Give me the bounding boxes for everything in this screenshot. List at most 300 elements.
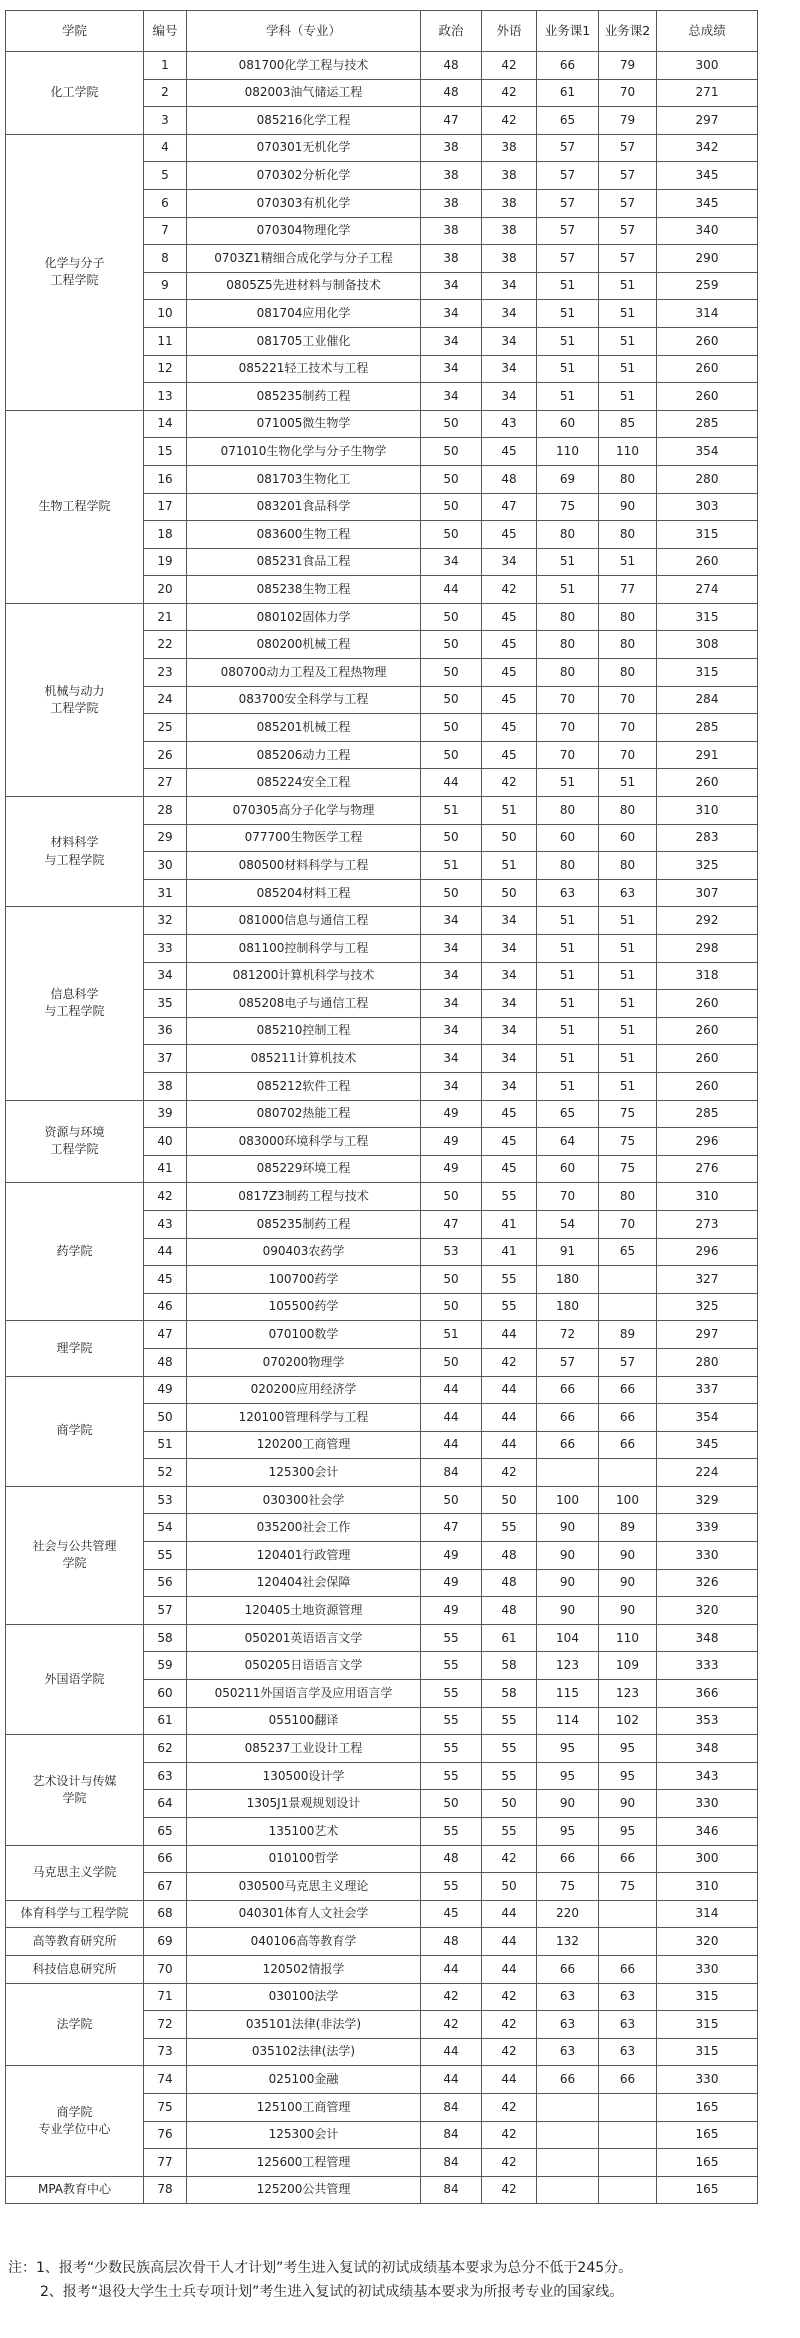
course-2-cell: 70 [599, 686, 657, 714]
major-cell: 070302分析化学 [187, 162, 421, 190]
foreign-language-cell: 34 [482, 907, 537, 935]
number-cell: 22 [144, 631, 187, 659]
course-1-cell: 90 [537, 1514, 599, 1542]
number-cell: 70 [144, 1955, 187, 1983]
total-score-cell: 339 [657, 1514, 758, 1542]
foreign-language-cell: 34 [482, 1045, 537, 1073]
course-2-cell: 51 [599, 990, 657, 1018]
major-cell: 085201机械工程 [187, 714, 421, 742]
politics-cell: 55 [421, 1735, 482, 1763]
foreign-language-cell: 45 [482, 1128, 537, 1156]
foreign-language-cell: 45 [482, 1155, 537, 1183]
college-cell: 科技信息研究所 [6, 1955, 144, 1983]
major-cell: 035102法律(法学) [187, 2038, 421, 2066]
politics-cell: 48 [421, 1928, 482, 1956]
course-2-cell: 51 [599, 769, 657, 797]
major-cell: 050205日语语言文学 [187, 1652, 421, 1680]
course-1-cell: 51 [537, 383, 599, 411]
foreign-language-cell: 34 [482, 962, 537, 990]
course-2-cell [599, 1293, 657, 1321]
major-cell: 081703生物化工 [187, 465, 421, 493]
number-cell: 61 [144, 1707, 187, 1735]
total-score-cell: 318 [657, 962, 758, 990]
course-1-cell: 90 [537, 1569, 599, 1597]
number-cell: 56 [144, 1569, 187, 1597]
politics-cell: 50 [421, 521, 482, 549]
major-cell: 010100哲学 [187, 1845, 421, 1873]
politics-cell: 50 [421, 686, 482, 714]
major-cell: 081200计算机科学与技术 [187, 962, 421, 990]
foreign-language-cell: 55 [482, 1818, 537, 1846]
table-row [6, 52, 758, 80]
major-cell: 085204材料工程 [187, 879, 421, 907]
major-cell: 120401行政管理 [187, 1542, 421, 1570]
major-cell: 081100控制科学与工程 [187, 935, 421, 963]
course-1-cell: 66 [537, 1845, 599, 1873]
total-score-cell: 345 [657, 189, 758, 217]
total-score-cell: 291 [657, 741, 758, 769]
major-cell: 085229环境工程 [187, 1155, 421, 1183]
course-1-cell: 51 [537, 990, 599, 1018]
college-cell: 法学院 [6, 1983, 144, 2066]
number-cell: 13 [144, 383, 187, 411]
foreign-language-cell: 55 [482, 1707, 537, 1735]
course-1-cell: 65 [537, 1100, 599, 1128]
politics-cell: 50 [421, 824, 482, 852]
politics-cell: 48 [421, 79, 482, 107]
foreign-language-cell: 34 [482, 327, 537, 355]
total-score-cell: 259 [657, 272, 758, 300]
major-cell: 071005微生物学 [187, 410, 421, 438]
politics-cell: 51 [421, 852, 482, 880]
number-cell: 47 [144, 1321, 187, 1349]
number-cell: 73 [144, 2038, 187, 2066]
number-cell: 30 [144, 852, 187, 880]
politics-cell: 84 [421, 2121, 482, 2149]
college-cell: 机械与动力 工程学院 [6, 603, 144, 796]
major-cell: 125600工程管理 [187, 2149, 421, 2177]
college-cell: 生物工程学院 [6, 410, 144, 603]
number-cell: 49 [144, 1376, 187, 1404]
foreign-language-cell: 55 [482, 1183, 537, 1211]
number-cell: 60 [144, 1680, 187, 1708]
table-row [6, 907, 758, 935]
foreign-language-cell: 45 [482, 603, 537, 631]
college-cell: 药学院 [6, 1183, 144, 1321]
foreign-language-cell: 50 [482, 824, 537, 852]
course-2-cell [599, 1928, 657, 1956]
foreign-language-cell: 61 [482, 1624, 537, 1652]
course-2-cell: 63 [599, 1983, 657, 2011]
politics-cell: 50 [421, 659, 482, 687]
foreign-language-cell: 38 [482, 189, 537, 217]
number-cell: 18 [144, 521, 187, 549]
foreign-language-cell: 55 [482, 1514, 537, 1542]
course-2-cell [599, 2149, 657, 2177]
course-1-cell: 90 [537, 1790, 599, 1818]
major-cell: 070303有机化学 [187, 189, 421, 217]
course-1-cell: 66 [537, 1376, 599, 1404]
course-1-cell: 104 [537, 1624, 599, 1652]
foreign-language-cell: 55 [482, 1762, 537, 1790]
college-cell: 体育科学与工程学院 [6, 1900, 144, 1928]
total-score-cell: 333 [657, 1652, 758, 1680]
foreign-language-cell: 48 [482, 1569, 537, 1597]
number-cell: 17 [144, 493, 187, 521]
header-number: 编号 [144, 11, 187, 52]
total-score-cell: 274 [657, 576, 758, 604]
politics-cell: 50 [421, 1266, 482, 1294]
course-1-cell: 80 [537, 603, 599, 631]
course-2-cell: 75 [599, 1155, 657, 1183]
politics-cell: 34 [421, 355, 482, 383]
course-2-cell: 63 [599, 879, 657, 907]
politics-cell: 42 [421, 2011, 482, 2039]
number-cell: 71 [144, 1983, 187, 2011]
foreign-language-cell: 45 [482, 741, 537, 769]
foreign-language-cell: 42 [482, 2011, 537, 2039]
college-cell: 马克思主义学院 [6, 1845, 144, 1900]
major-cell: 050201英语语言文学 [187, 1624, 421, 1652]
foreign-language-cell: 42 [482, 769, 537, 797]
number-cell: 58 [144, 1624, 187, 1652]
course-2-cell: 60 [599, 824, 657, 852]
foreign-language-cell: 42 [482, 2093, 537, 2121]
number-cell: 1 [144, 52, 187, 80]
course-2-cell: 66 [599, 1845, 657, 1873]
foreign-language-cell: 50 [482, 1790, 537, 1818]
major-cell: 120405土地资源管理 [187, 1597, 421, 1625]
header-major: 学科（专业） [187, 11, 421, 52]
major-cell: 100700药学 [187, 1266, 421, 1294]
total-score-cell: 330 [657, 1955, 758, 1983]
course-2-cell: 90 [599, 1542, 657, 1570]
total-score-cell: 271 [657, 79, 758, 107]
total-score-cell: 340 [657, 217, 758, 245]
course-1-cell: 80 [537, 852, 599, 880]
major-cell: 040106高等教育学 [187, 1928, 421, 1956]
major-cell: 135100艺术 [187, 1818, 421, 1846]
total-score-cell: 303 [657, 493, 758, 521]
number-cell: 23 [144, 659, 187, 687]
politics-cell: 55 [421, 1818, 482, 1846]
course-1-cell: 64 [537, 1128, 599, 1156]
course-2-cell: 123 [599, 1680, 657, 1708]
politics-cell: 84 [421, 1459, 482, 1487]
foreign-language-cell: 48 [482, 465, 537, 493]
table-body [6, 52, 758, 2204]
number-cell: 66 [144, 1845, 187, 1873]
number-cell: 4 [144, 134, 187, 162]
major-cell: 030300社会学 [187, 1486, 421, 1514]
politics-cell: 50 [421, 603, 482, 631]
table-row [6, 797, 758, 825]
course-2-cell: 75 [599, 1873, 657, 1901]
major-cell: 0805Z5先进材料与制备技术 [187, 272, 421, 300]
foreign-language-cell: 38 [482, 162, 537, 190]
foreign-language-cell: 45 [482, 631, 537, 659]
foreign-language-cell: 44 [482, 1376, 537, 1404]
major-cell: 055100翻译 [187, 1707, 421, 1735]
major-cell: 083000环境科学与工程 [187, 1128, 421, 1156]
course-1-cell: 95 [537, 1762, 599, 1790]
foreign-language-cell: 42 [482, 107, 537, 135]
number-cell: 32 [144, 907, 187, 935]
foreign-language-cell: 38 [482, 134, 537, 162]
course-2-cell: 66 [599, 2066, 657, 2094]
politics-cell: 51 [421, 797, 482, 825]
foreign-language-cell: 42 [482, 1459, 537, 1487]
major-cell: 125100工商管理 [187, 2093, 421, 2121]
number-cell: 41 [144, 1155, 187, 1183]
number-cell: 57 [144, 1597, 187, 1625]
politics-cell: 55 [421, 1707, 482, 1735]
number-cell: 6 [144, 189, 187, 217]
total-score-cell: 300 [657, 1845, 758, 1873]
foreign-language-cell: 55 [482, 1293, 537, 1321]
politics-cell: 51 [421, 1321, 482, 1349]
total-score-cell: 165 [657, 2093, 758, 2121]
total-score-cell: 280 [657, 1348, 758, 1376]
number-cell: 38 [144, 1072, 187, 1100]
politics-cell: 38 [421, 134, 482, 162]
foreign-language-cell: 34 [482, 1072, 537, 1100]
foreign-language-cell: 41 [482, 1238, 537, 1266]
foreign-language-cell: 34 [482, 548, 537, 576]
course-1-cell [537, 2121, 599, 2149]
number-cell: 54 [144, 1514, 187, 1542]
number-cell: 42 [144, 1183, 187, 1211]
number-cell: 31 [144, 879, 187, 907]
foreign-language-cell: 55 [482, 1266, 537, 1294]
total-score-cell: 337 [657, 1376, 758, 1404]
total-score-cell: 327 [657, 1266, 758, 1294]
course-1-cell [537, 1459, 599, 1487]
course-1-cell: 70 [537, 686, 599, 714]
foreign-language-cell: 45 [482, 521, 537, 549]
politics-cell: 49 [421, 1569, 482, 1597]
politics-cell: 44 [421, 769, 482, 797]
foreign-language-cell: 42 [482, 2176, 537, 2204]
major-cell: 120502情报学 [187, 1955, 421, 1983]
politics-cell: 50 [421, 1790, 482, 1818]
total-score-cell: 314 [657, 300, 758, 328]
course-1-cell: 69 [537, 465, 599, 493]
college-cell: 外国语学院 [6, 1624, 144, 1734]
number-cell: 9 [144, 272, 187, 300]
total-score-cell: 296 [657, 1128, 758, 1156]
politics-cell: 44 [421, 2038, 482, 2066]
total-score-cell: 315 [657, 2038, 758, 2066]
foreign-language-cell: 44 [482, 1404, 537, 1432]
major-cell: 085210控制工程 [187, 1017, 421, 1045]
politics-cell: 55 [421, 1873, 482, 1901]
course-1-cell: 51 [537, 935, 599, 963]
total-score-cell: 315 [657, 1983, 758, 2011]
major-cell: 020200应用经济学 [187, 1376, 421, 1404]
major-cell: 125300会计 [187, 1459, 421, 1487]
course-1-cell: 51 [537, 907, 599, 935]
total-score-cell: 285 [657, 714, 758, 742]
course-2-cell: 51 [599, 962, 657, 990]
course-1-cell: 60 [537, 410, 599, 438]
college-cell: MPA教育中心 [6, 2176, 144, 2204]
major-cell: 081000信息与通信工程 [187, 907, 421, 935]
foreign-language-cell: 44 [482, 2066, 537, 2094]
course-2-cell: 51 [599, 935, 657, 963]
course-2-cell [599, 1459, 657, 1487]
college-cell: 商学院 专业学位中心 [6, 2066, 144, 2176]
major-cell: 050211外国语言学及应用语言学 [187, 1680, 421, 1708]
total-score-cell: 260 [657, 383, 758, 411]
foreign-language-cell: 45 [482, 438, 537, 466]
major-cell: 081700化学工程与技术 [187, 52, 421, 80]
politics-cell: 44 [421, 1376, 482, 1404]
number-cell: 72 [144, 2011, 187, 2039]
total-score-cell: 325 [657, 1293, 758, 1321]
number-cell: 63 [144, 1762, 187, 1790]
total-score-cell: 297 [657, 1321, 758, 1349]
politics-cell: 50 [421, 465, 482, 493]
course-2-cell: 57 [599, 217, 657, 245]
foreign-language-cell: 55 [482, 1735, 537, 1763]
major-cell: 085237工业设计工程 [187, 1735, 421, 1763]
number-cell: 33 [144, 935, 187, 963]
major-cell: 070305高分子化学与物理 [187, 797, 421, 825]
foreign-language-cell: 44 [482, 1900, 537, 1928]
politics-cell: 47 [421, 1210, 482, 1238]
college-cell: 理学院 [6, 1321, 144, 1376]
total-score-cell: 224 [657, 1459, 758, 1487]
politics-cell: 34 [421, 962, 482, 990]
course-2-cell: 57 [599, 162, 657, 190]
course-1-cell: 114 [537, 1707, 599, 1735]
course-2-cell: 57 [599, 189, 657, 217]
major-cell: 030100法学 [187, 1983, 421, 2011]
major-cell: 070200物理学 [187, 1348, 421, 1376]
course-1-cell: 65 [537, 107, 599, 135]
course-1-cell: 90 [537, 1597, 599, 1625]
major-cell: 085231食品工程 [187, 548, 421, 576]
major-cell: 0817Z3制药工程与技术 [187, 1183, 421, 1211]
major-cell: 025100金融 [187, 2066, 421, 2094]
number-cell: 28 [144, 797, 187, 825]
total-score-cell: 314 [657, 1900, 758, 1928]
politics-cell: 84 [421, 2149, 482, 2177]
foreign-language-cell: 42 [482, 2121, 537, 2149]
politics-cell: 50 [421, 1348, 482, 1376]
number-cell: 3 [144, 107, 187, 135]
total-score-cell: 260 [657, 327, 758, 355]
course-1-cell: 63 [537, 879, 599, 907]
course-1-cell: 110 [537, 438, 599, 466]
politics-cell: 50 [421, 493, 482, 521]
number-cell: 7 [144, 217, 187, 245]
total-score-cell: 345 [657, 1431, 758, 1459]
course-2-cell: 70 [599, 1210, 657, 1238]
course-1-cell: 66 [537, 1404, 599, 1432]
major-cell: 081704应用化学 [187, 300, 421, 328]
college-cell: 信息科学 与工程学院 [6, 907, 144, 1100]
course-1-cell: 57 [537, 1348, 599, 1376]
course-2-cell: 90 [599, 493, 657, 521]
course-1-cell: 51 [537, 962, 599, 990]
course-2-cell: 79 [599, 107, 657, 135]
header-college: 学院 [6, 11, 144, 52]
foreign-language-cell: 34 [482, 355, 537, 383]
total-score-cell: 315 [657, 603, 758, 631]
major-cell: 030500马克思主义理论 [187, 1873, 421, 1901]
course-2-cell: 79 [599, 52, 657, 80]
total-score-cell: 346 [657, 1818, 758, 1846]
college-cell: 化工学院 [6, 52, 144, 135]
course-1-cell [537, 2149, 599, 2177]
politics-cell: 84 [421, 2093, 482, 2121]
course-2-cell: 100 [599, 1486, 657, 1514]
foreign-language-cell: 51 [482, 797, 537, 825]
politics-cell: 84 [421, 2176, 482, 2204]
politics-cell: 34 [421, 935, 482, 963]
foreign-language-cell: 34 [482, 1017, 537, 1045]
course-1-cell: 61 [537, 79, 599, 107]
number-cell: 34 [144, 962, 187, 990]
total-score-cell: 345 [657, 162, 758, 190]
politics-cell: 50 [421, 438, 482, 466]
course-2-cell: 57 [599, 134, 657, 162]
major-cell: 077700生物医学工程 [187, 824, 421, 852]
total-score-cell: 273 [657, 1210, 758, 1238]
course-1-cell: 91 [537, 1238, 599, 1266]
major-cell: 085235制药工程 [187, 383, 421, 411]
course-1-cell: 95 [537, 1735, 599, 1763]
foreign-language-cell: 47 [482, 493, 537, 521]
total-score-cell: 307 [657, 879, 758, 907]
politics-cell: 42 [421, 1983, 482, 2011]
course-1-cell: 80 [537, 797, 599, 825]
politics-cell: 48 [421, 1845, 482, 1873]
foreign-language-cell: 34 [482, 383, 537, 411]
course-1-cell: 54 [537, 1210, 599, 1238]
number-cell: 2 [144, 79, 187, 107]
table-row [6, 1183, 758, 1211]
course-1-cell: 66 [537, 1955, 599, 1983]
major-cell: 070100数学 [187, 1321, 421, 1349]
foreign-language-cell: 34 [482, 272, 537, 300]
course-2-cell: 70 [599, 714, 657, 742]
course-2-cell: 66 [599, 1955, 657, 1983]
course-2-cell: 109 [599, 1652, 657, 1680]
major-cell: 070304物理化学 [187, 217, 421, 245]
total-score-cell: 260 [657, 1017, 758, 1045]
total-score-cell: 329 [657, 1486, 758, 1514]
course-1-cell: 95 [537, 1818, 599, 1846]
header-row [6, 11, 758, 52]
foreign-language-cell: 48 [482, 1542, 537, 1570]
course-1-cell: 51 [537, 355, 599, 383]
total-score-cell: 330 [657, 2066, 758, 2094]
total-score-cell: 348 [657, 1735, 758, 1763]
course-1-cell: 115 [537, 1680, 599, 1708]
total-score-cell: 353 [657, 1707, 758, 1735]
course-1-cell: 57 [537, 134, 599, 162]
politics-cell: 55 [421, 1652, 482, 1680]
course-1-cell: 51 [537, 300, 599, 328]
total-score-cell: 310 [657, 1873, 758, 1901]
total-score-cell: 260 [657, 355, 758, 383]
course-2-cell: 51 [599, 1017, 657, 1045]
total-score-cell: 343 [657, 1762, 758, 1790]
total-score-cell: 354 [657, 1404, 758, 1432]
